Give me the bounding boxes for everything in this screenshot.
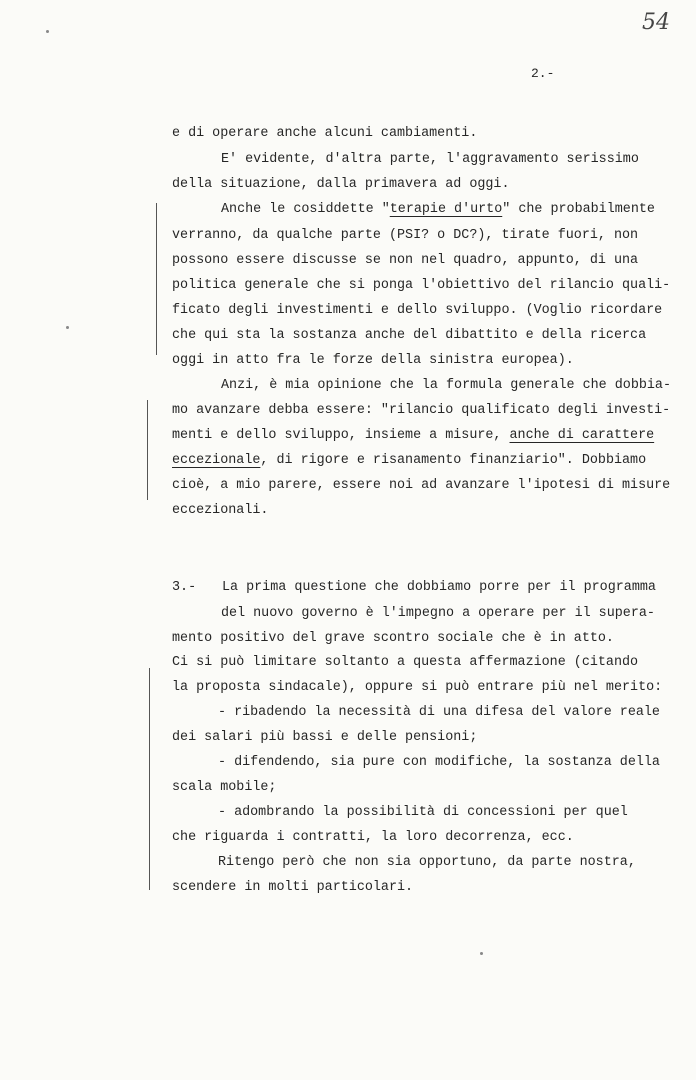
text-line: la proposta sindacale), oppure si può entrare più nel merito: <box>172 680 663 695</box>
speck <box>46 30 49 33</box>
text-line: eccezionale, di rigore e risanamento finanziario". Dobbiamo <box>172 453 647 468</box>
text-line: Ci si può limitare soltanto a questa affermazione (citando <box>172 655 639 670</box>
text-line: scala mobile; <box>172 780 277 795</box>
underlined-phrase: anche di carattere <box>509 428 655 443</box>
text-line: Anzi, è mia opinione che la formula generale che dobbia- <box>221 378 671 393</box>
text-line: - ribadendo la necessità di una difesa del valore reale <box>218 705 660 720</box>
margin-bar <box>147 400 148 500</box>
text-line: Anche le cosiddette "terapie d'urto" che probabilmente <box>221 202 655 217</box>
speck <box>480 952 483 955</box>
text-line: eccezionali. <box>172 503 269 518</box>
text-line: del nuovo governo è l'impegno a operare per il supera- <box>221 606 655 621</box>
text-line: verranno, da qualche parte (PSI? o DC?), tirate fuori, non <box>172 228 639 243</box>
speck <box>66 326 69 329</box>
text-line: - adombrando la possibilità di concessioni per quel <box>218 805 628 820</box>
text-line: mo avanzare debba essere: "rilancio qualificato degli investi- <box>172 403 671 418</box>
text-line: possono essere discusse se non nel quadro, appunto, di una <box>172 253 639 268</box>
text-line: - difendendo, sia pure con modifiche, la sostanza della <box>218 755 660 770</box>
text-line: che qui sta la sostanza anche del dibattito e della ricerca <box>172 328 647 343</box>
page-number: 2.- <box>531 66 555 81</box>
underlined-phrase: eccezionale <box>172 453 261 468</box>
underlined-phrase: terapie d'urto <box>389 202 503 217</box>
text-line: Ritengo però che non sia opportuno, da parte nostra, <box>218 855 636 870</box>
text-line: ficato degli investimenti e dello sviluppo. (Voglio ricordare <box>172 303 663 318</box>
text-line: E' evidente, d'altra parte, l'aggravamento serissimo <box>221 152 639 167</box>
margin-bar <box>149 668 150 890</box>
text-line: La prima questione che dobbiamo porre per il programma <box>222 580 656 595</box>
text-line: politica generale che si ponga l'obiettivo del rilancio quali- <box>172 278 671 293</box>
margin-bar <box>156 203 157 355</box>
text-line: cioè, a mio parere, essere noi ad avanzare l'ipotesi di misure <box>172 478 671 493</box>
text-line: oggi in atto fra le forze della sinistra europea). <box>172 353 574 368</box>
archive-stamp: 54 <box>642 10 670 35</box>
text-line: della situazione, dalla primavera ad oggi. <box>172 177 510 192</box>
section-number: 3.- <box>172 580 197 595</box>
text-line: menti e dello sviluppo, insieme a misure, anche di carattere <box>172 428 655 443</box>
text-line: dei salari più bassi e delle pensioni; <box>172 730 478 745</box>
text-line: mento positivo del grave scontro sociale che è in atto. <box>172 631 614 646</box>
text-line: scendere in molti particolari. <box>172 880 414 895</box>
text-line: e di operare anche alcuni cambiamenti. <box>172 126 478 141</box>
text-line: che riguarda i contratti, la loro decorrenza, ecc. <box>172 830 574 845</box>
